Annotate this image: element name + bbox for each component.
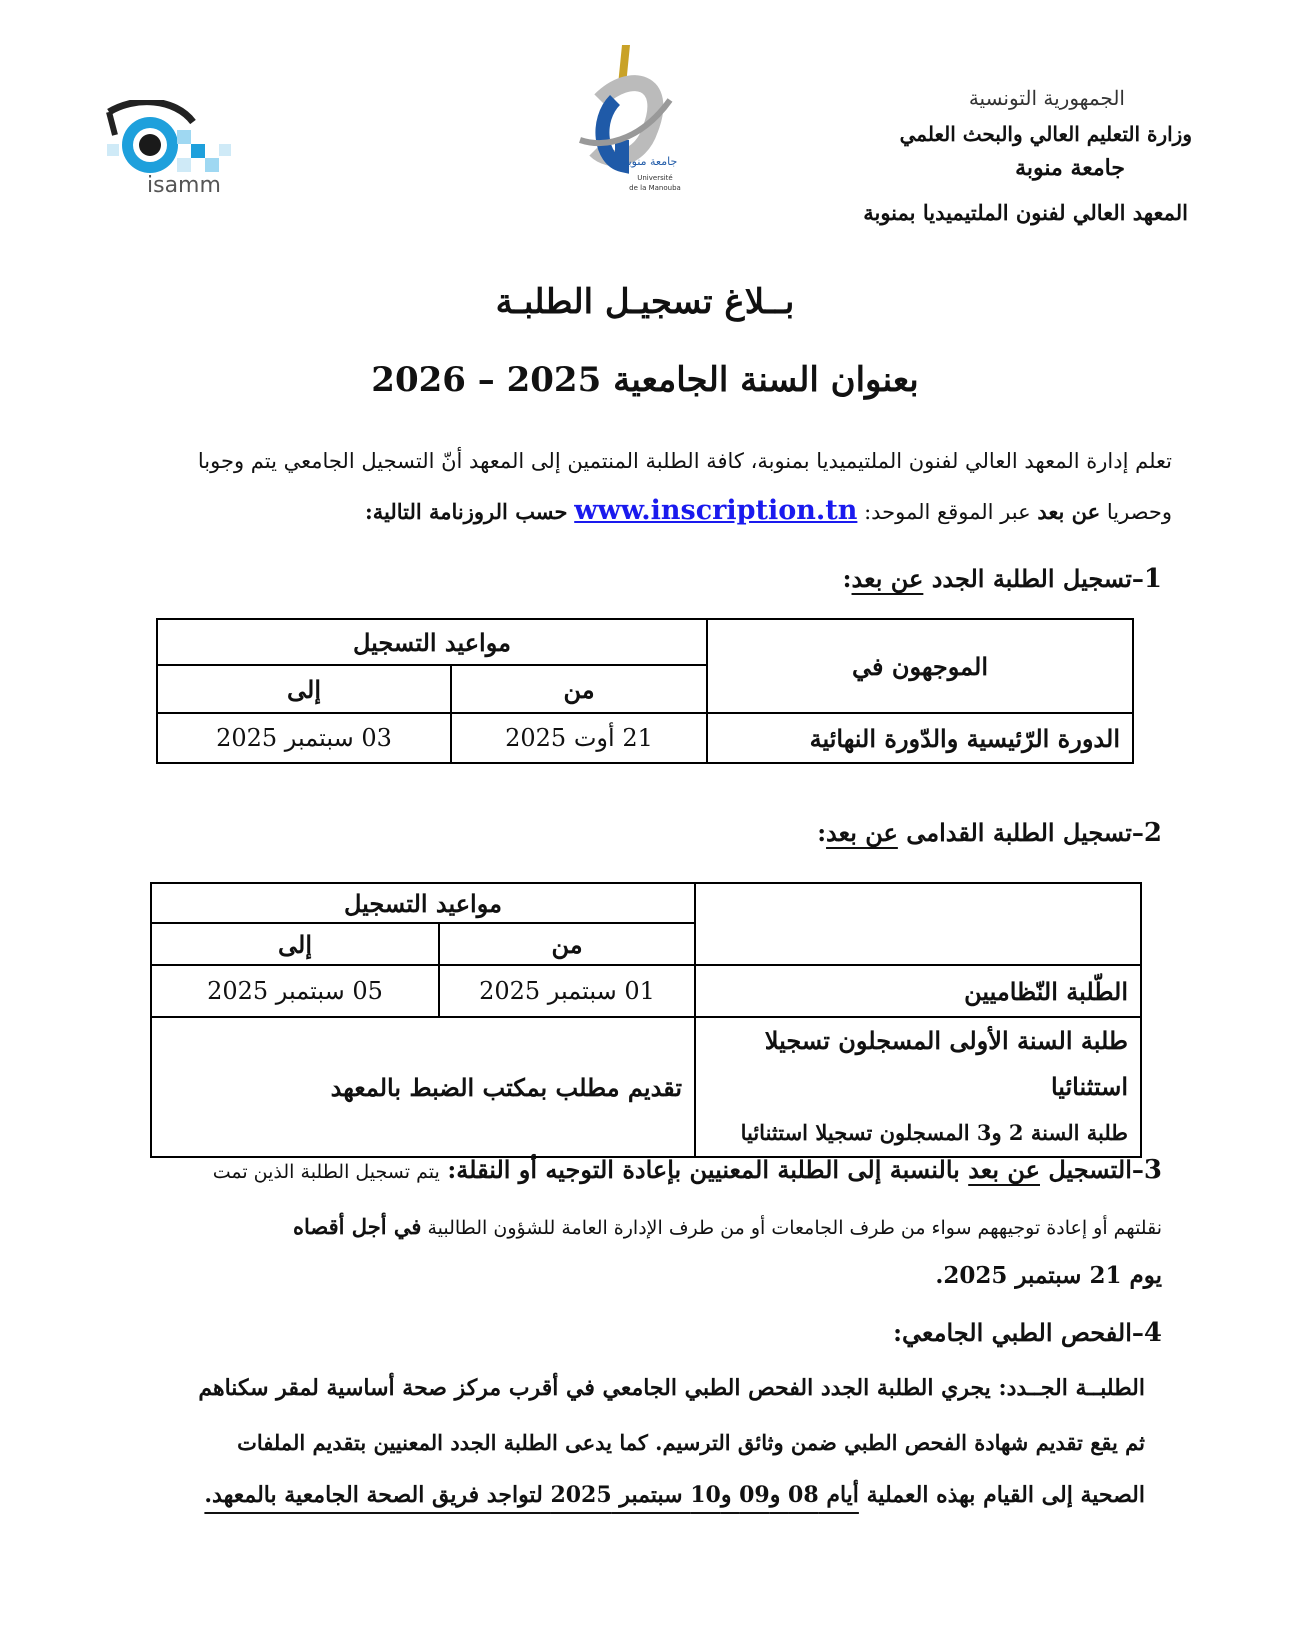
intro-remote: عن بعد <box>1037 499 1101 524</box>
section3-line-3: يوم 21 سبتمبر 2025. <box>935 1262 1162 1289</box>
section3-line-2 <box>293 1214 1162 1239</box>
section3-remote: عن بعد <box>968 1155 1040 1184</box>
row-regular-to: 05 سبتمبر 2025 <box>151 965 439 1017</box>
col-to-header: إلى <box>157 665 451 713</box>
section2-remote: عن بعد <box>826 818 898 847</box>
exceptional-other-years: طلبة السنة 2 و3 المسجلون تسجيلا استثنائيا <box>740 1120 1128 1145</box>
row-main-session-label: الدورة الرّئيسية والدّورة النهائية <box>707 713 1133 763</box>
notice-subtitle: بعنوان السنة الجامعية 2025 – 2026 <box>371 360 919 400</box>
col-from-header: من <box>451 665 707 713</box>
section4-line3-b: أيام 08 و09 و10 سبتمبر 2025 لتواجد فريق الصحة الجامعية بالمعهد. <box>204 1482 859 1508</box>
section3-text-a: يتم تسجيل الطلبة الذين تمت <box>212 1161 440 1183</box>
section2-number: 2 <box>1143 818 1162 848</box>
section1-heading: 1–تسجيل الطلبة الجدد عن بعد: <box>842 564 1162 594</box>
notice-title: بــلاغ تسجيـل الطلبـة <box>495 282 795 322</box>
section4-number: 4 <box>1143 1318 1162 1348</box>
svg-text:de la Manouba: de la Manouba <box>629 184 681 192</box>
section4-line-3 <box>204 1482 1145 1508</box>
intro-text-c: عبر الموقع الموحد: <box>864 500 1031 524</box>
section3-deadline: في أجل أقصاه <box>293 1214 422 1239</box>
col-oriented-header: الموجهون في <box>707 619 1133 713</box>
exceptional-procedure: تقديم مطلب بمكتب الضبط بالمعهد <box>151 1017 695 1157</box>
exceptional-first-year: طلبة السنة الأولى المسجلون تسجيلا استثنائيا <box>764 1026 1128 1101</box>
section2-heading: 2–تسجيل الطلبة القدامى عن بعد: <box>817 818 1162 848</box>
section4-lead: الطلبــة الجــدد: <box>998 1375 1145 1401</box>
isamm-logo-text: isamm <box>147 173 221 198</box>
section3-line2-text: نقلتهم أو إعادة توجيههم سواء من طرف الجامعات أو من طرف الإدارة العامة للشؤون الطالبية <box>427 1217 1162 1239</box>
institute-name: المعهد العالي لفنون الملتيميديا بمنوبة <box>863 200 1188 225</box>
intro-line-2 <box>112 496 1172 527</box>
university-logo <box>560 40 700 215</box>
col-to-header-2: إلى <box>151 923 439 965</box>
republic-name: الجمهورية التونسية <box>968 86 1125 110</box>
row-regular-from: 01 سبتمبر 2025 <box>439 965 695 1017</box>
isamm-logo <box>105 100 235 200</box>
table-old-students <box>150 882 1142 1158</box>
section4-line3-a: الصحية إلى القيام بهذه العملية <box>866 1482 1145 1508</box>
section3-heading <box>162 1155 1162 1185</box>
intro-schedule: حسب الروزنامة التالية: <box>365 499 568 524</box>
empty-header <box>695 883 1141 965</box>
section3-title-c: بالنسبة إلى الطلبة المعنيين بإعادة التوجيه أو النقلة: <box>447 1155 960 1184</box>
col-dates-header: مواعيد التسجيل <box>157 619 707 665</box>
intro-line-1: تعلم إدارة المعهد العالي لفنون الملتيميديا بمنوبة، كافة الطلبة المنتمين إلى المعهد أنّ التسجيل الجامعي يتم وجوبا <box>197 449 1172 473</box>
section4-line1-text: يجري الطلبة الجدد الفحص الطبي الجامعي في أقرب مركز صحة أساسية لمقر سكناهم <box>198 1375 991 1401</box>
univ-logo-ar: جامعة منوبة <box>622 155 678 168</box>
row-to-date: 03 سبتمبر 2025 <box>157 713 451 763</box>
row-exceptional-label <box>695 1017 1141 1157</box>
col-dates-header-2: مواعيد التسجيل <box>151 883 695 923</box>
row-regular-label: الطّلبة النّظاميين <box>695 965 1141 1017</box>
section4-title: –الفحص الطبي الجامعي: <box>893 1318 1144 1347</box>
row-from-date: 21 أوت 2025 <box>451 713 707 763</box>
svg-text:Université: Université <box>637 174 673 182</box>
section2-title: –تسجيل الطلبة القدامى <box>906 818 1144 847</box>
section1-number: 1 <box>1143 564 1162 594</box>
section4-line-2: ثم يقع تقديم شهادة الفحص الطبي ضمن وثائق الترسيم. كما يدعى الطلبة الجدد المعنيين بتقديم الملفات <box>237 1430 1145 1455</box>
section4-line-1 <box>198 1375 1145 1401</box>
section3-title: –التسجيل <box>1048 1155 1144 1184</box>
col-from-header-2: من <box>439 923 695 965</box>
university-name: جامعة منوبة <box>1015 155 1125 181</box>
section1-title: –تسجيل الطلبة الجدد <box>931 564 1144 593</box>
section4-heading <box>893 1318 1162 1348</box>
ministry-name: وزارة التعليم العالي والبحث العلمي <box>899 122 1192 146</box>
section3-number: 3 <box>1143 1155 1162 1185</box>
section1-remote: عن بعد <box>851 564 924 593</box>
table-new-students <box>156 618 1134 764</box>
inscription-link[interactable]: www.inscription.tn <box>574 495 858 526</box>
intro-text-a: وحصريا <box>1106 500 1172 524</box>
